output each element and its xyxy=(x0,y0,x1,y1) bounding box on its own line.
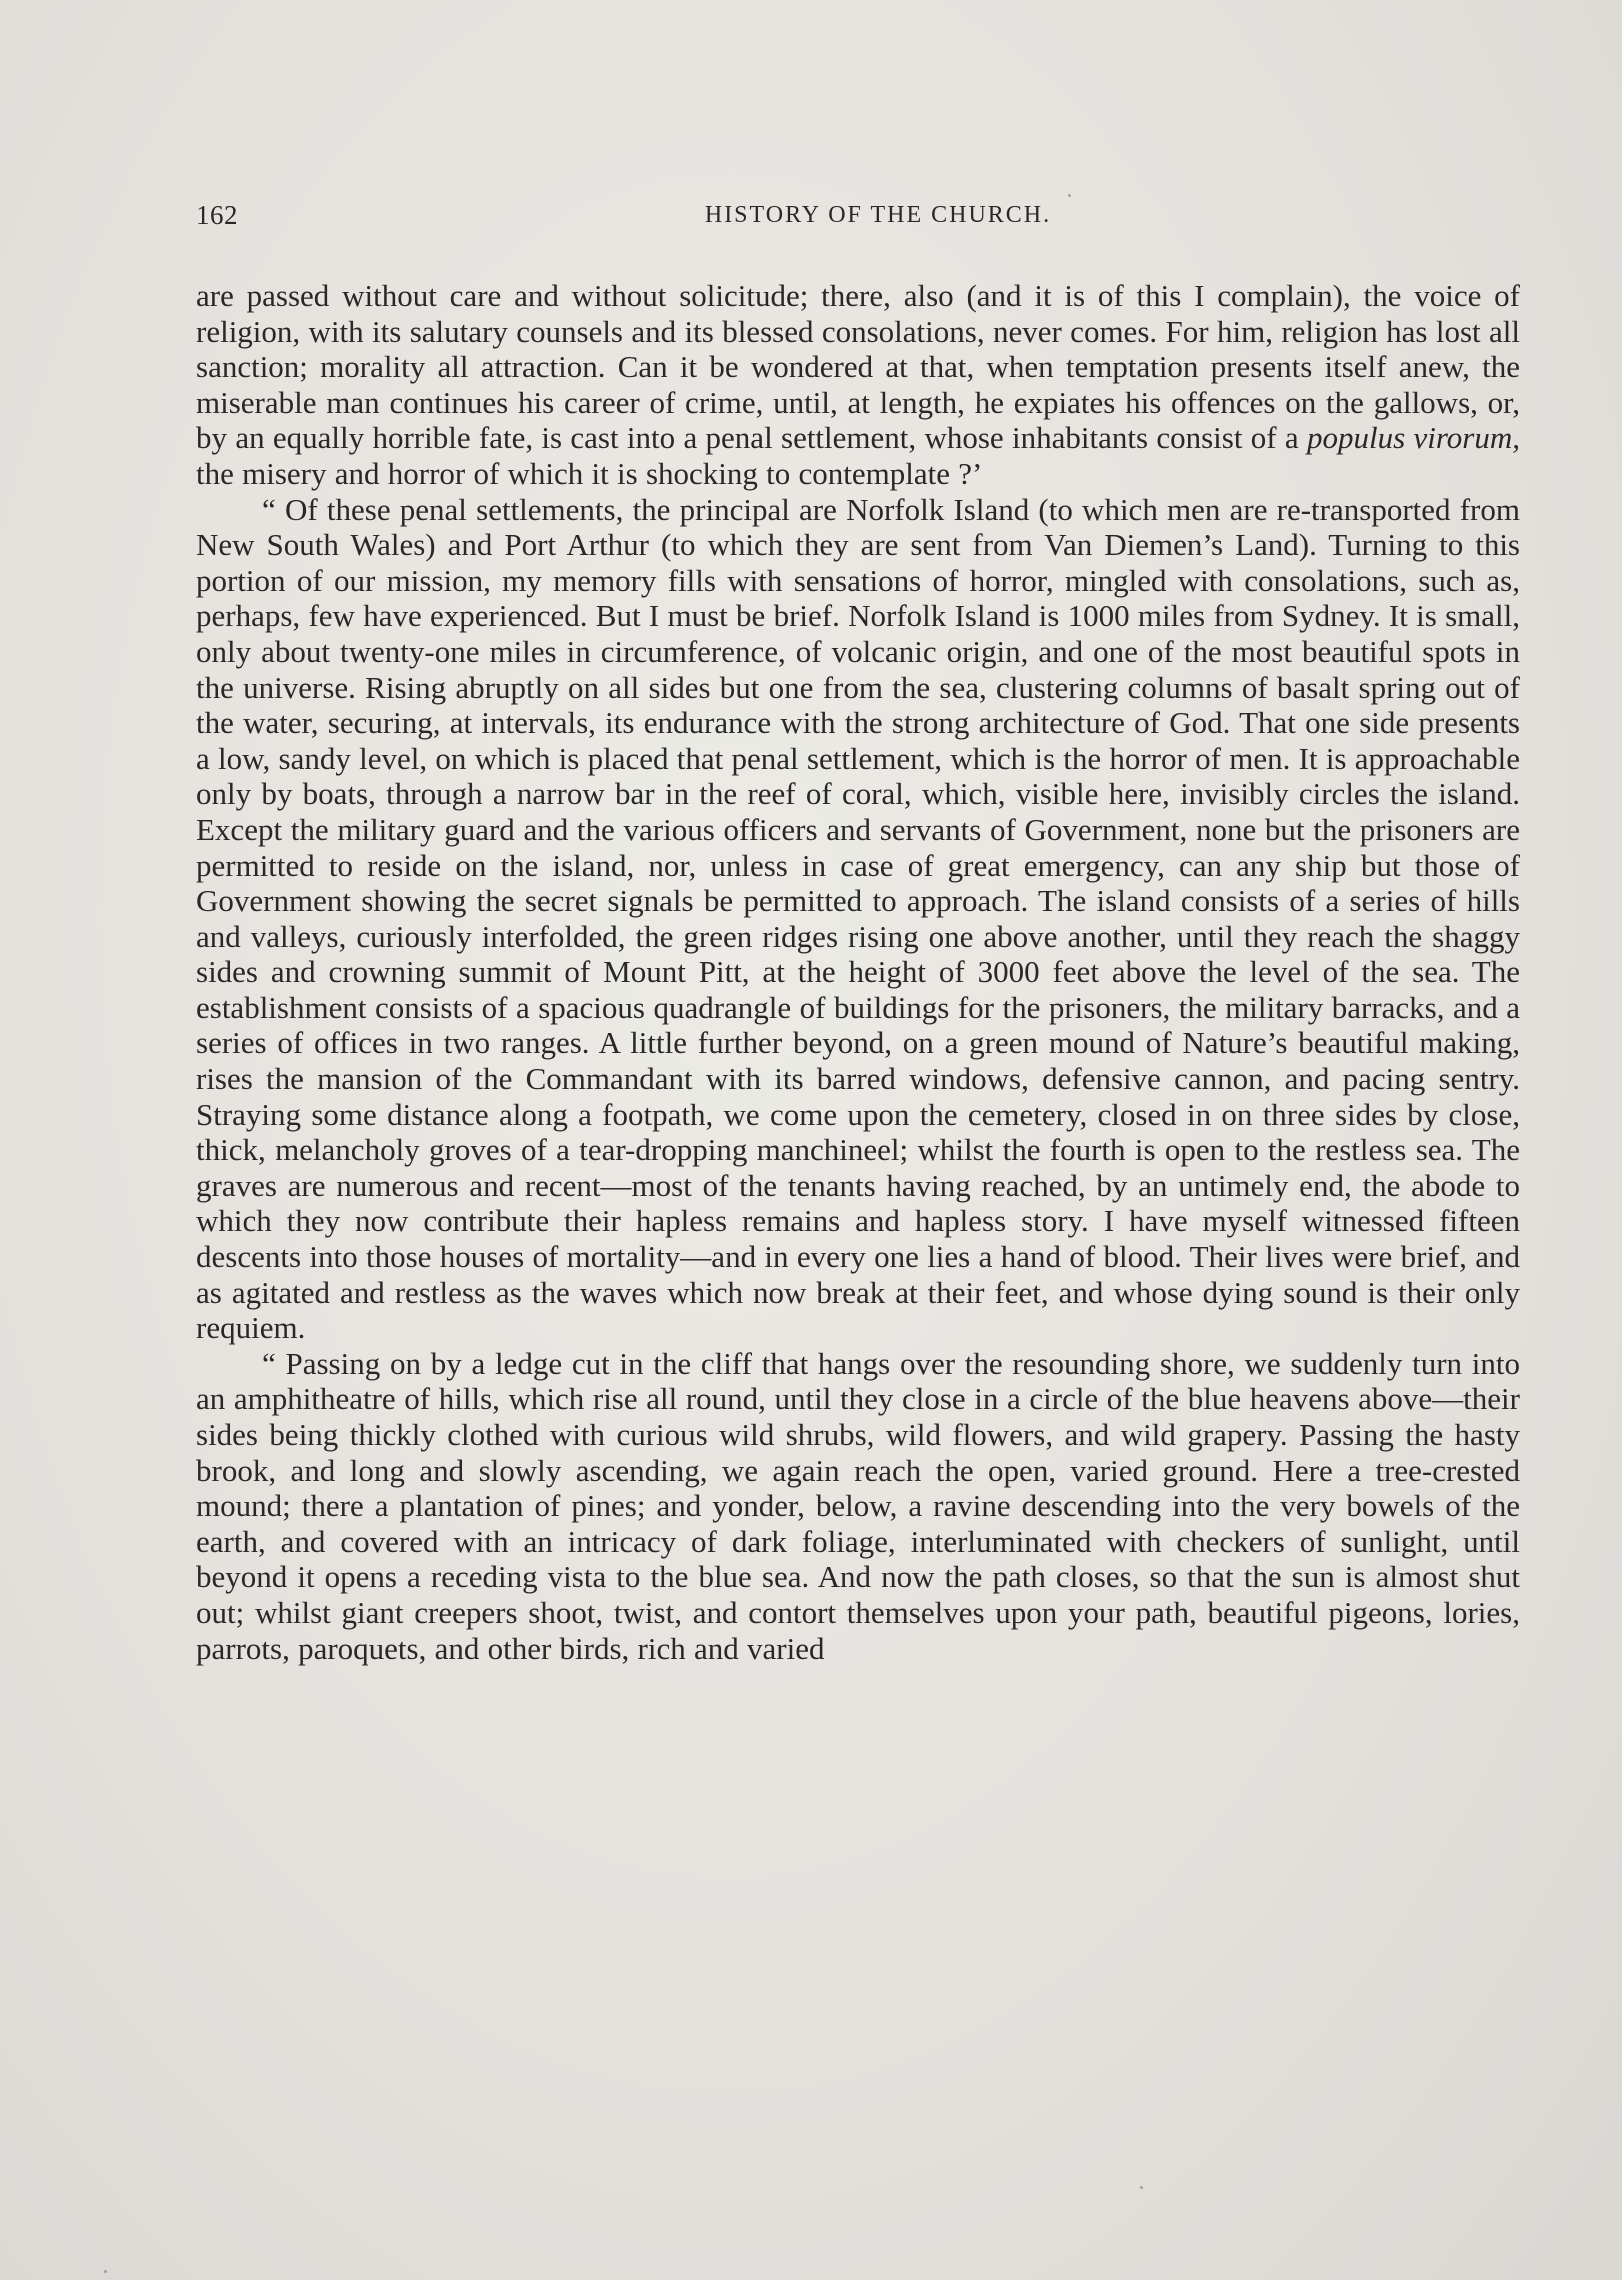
paper-speck xyxy=(1140,2186,1143,2189)
paragraph-amphitheatre: “ Passing on by a ledge cut in the cliff that hangs over the resounding shore, we suddenly turn into an amphitheatre of hills, which rise all round, until they close in a circle of the blue heavens above—their sides being thickly clothed with curious wild shrubs, wild flowers, and wild grapery. Passing the hasty brook, and long and slowly ascending, we again reach the open, varied ground. Here a tree-crested mound; there a plantation of pines; and yonder, below, a ravine descending into the very bowels of the earth, and covered with an intricacy of dark foliage, interluminated with checkers of sunlight, until beyond it opens a receding vista to the blue sea. And now the path closes, so that the sun is almost shut out; whilst giant creepers shoot, twist, and contort themselves upon your path, beautiful pigeons, lories, parrots, paroquets, and other birds, rich and varied xyxy=(196,1345,1520,1666)
book-page xyxy=(196,200,1520,1666)
paper-speck xyxy=(104,2270,107,2273)
body-text xyxy=(196,278,1520,1666)
paragraph-continuation xyxy=(196,278,1520,492)
latin-phrase: populus virorum, xyxy=(1307,420,1520,456)
page-number: 162 xyxy=(196,200,238,230)
paragraph-text-end: the misery and horror of which it is shocking to contemplate ?’ xyxy=(196,455,983,491)
paragraph-text: are passed without care and without solicitude; there, also (and it is of this I complain), the voice of religion, with its salutary counsels and its blessed consolations, never comes. For him, religion has lost all sanction; morality all attraction. Can it be wondered at that, when temptation presents itself anew, the miserable man continues his career of crime, until, at length, he expiates his offences on the gallows, or, by an equally horrible fate, is cast into a penal settlement, whose inhabitants consist of a xyxy=(196,278,1520,456)
paragraph-norfolk-island: “ Of these penal settlements, the principal are Norfolk Island (to which men are re-transported from New South Wales) and Port Arthur (to which they are sent from Van Diemen’s Land). Turning to this portion of our mission, my memory fills with sensations of horror, mingled with consolations, such as, perhaps, few have experienced. But I must be brief. Norfolk Island is 1000 miles from Sydney. It is small, only about twenty-one miles in circumference, of volcanic origin, and one of the most beautiful spots in the universe. Rising abruptly on all sides but one from the sea, clustering columns of basalt spring out of the water, securing, at intervals, its endurance with the strong architecture of God. That one side presents a low, sandy level, on which is placed that penal settlement, which is the horror of men. It is approachable only by boats, through a narrow bar in the reef of coral, which, visible here, invisibly circles the island. Except the military guard and the various officers and servants of Government, none but the prisoners are permitted to reside on the island, nor, unless in case of great emergency, can any ship but those of Government showing the secret signals be permitted to approach. The island consists of a series of hills and valleys, curiously interfolded, the green ridges rising one above another, until they reach the shaggy sides and crowning summit of Mount Pitt, at the height of 3000 feet above the level of the sea. The establishment consists of a spacious quadrangle of buildings for the prisoners, the military barracks, and a series of offices in two ranges. A little further beyond, on a green mound of Nature’s beautiful making, rises the mansion of the Commandant with its barred windows, defensive cannon, and pacing sentry. Straying some distance along a footpath, we come upon the cemetery, closed in on three sides by close, thick, melancholy groves of a tear-dropping manchineel; whilst the fourth is open to the restless sea. The graves are numerous and recent—most of the tenants having reached, by an untimely end, the abode to which they now contribute their hapless remains and hapless story. I have myself witnessed fifteen descents into those houses of mortality—and in every one lies a hand of blood. Their lives were brief, and as agitated and restless as the waves which now break at their feet, and whose dying sound is their only requiem. xyxy=(196,491,1520,1346)
running-title: HISTORY OF THE CHURCH. xyxy=(704,202,1052,228)
running-head xyxy=(196,200,1520,240)
paper-speck xyxy=(1068,194,1071,197)
